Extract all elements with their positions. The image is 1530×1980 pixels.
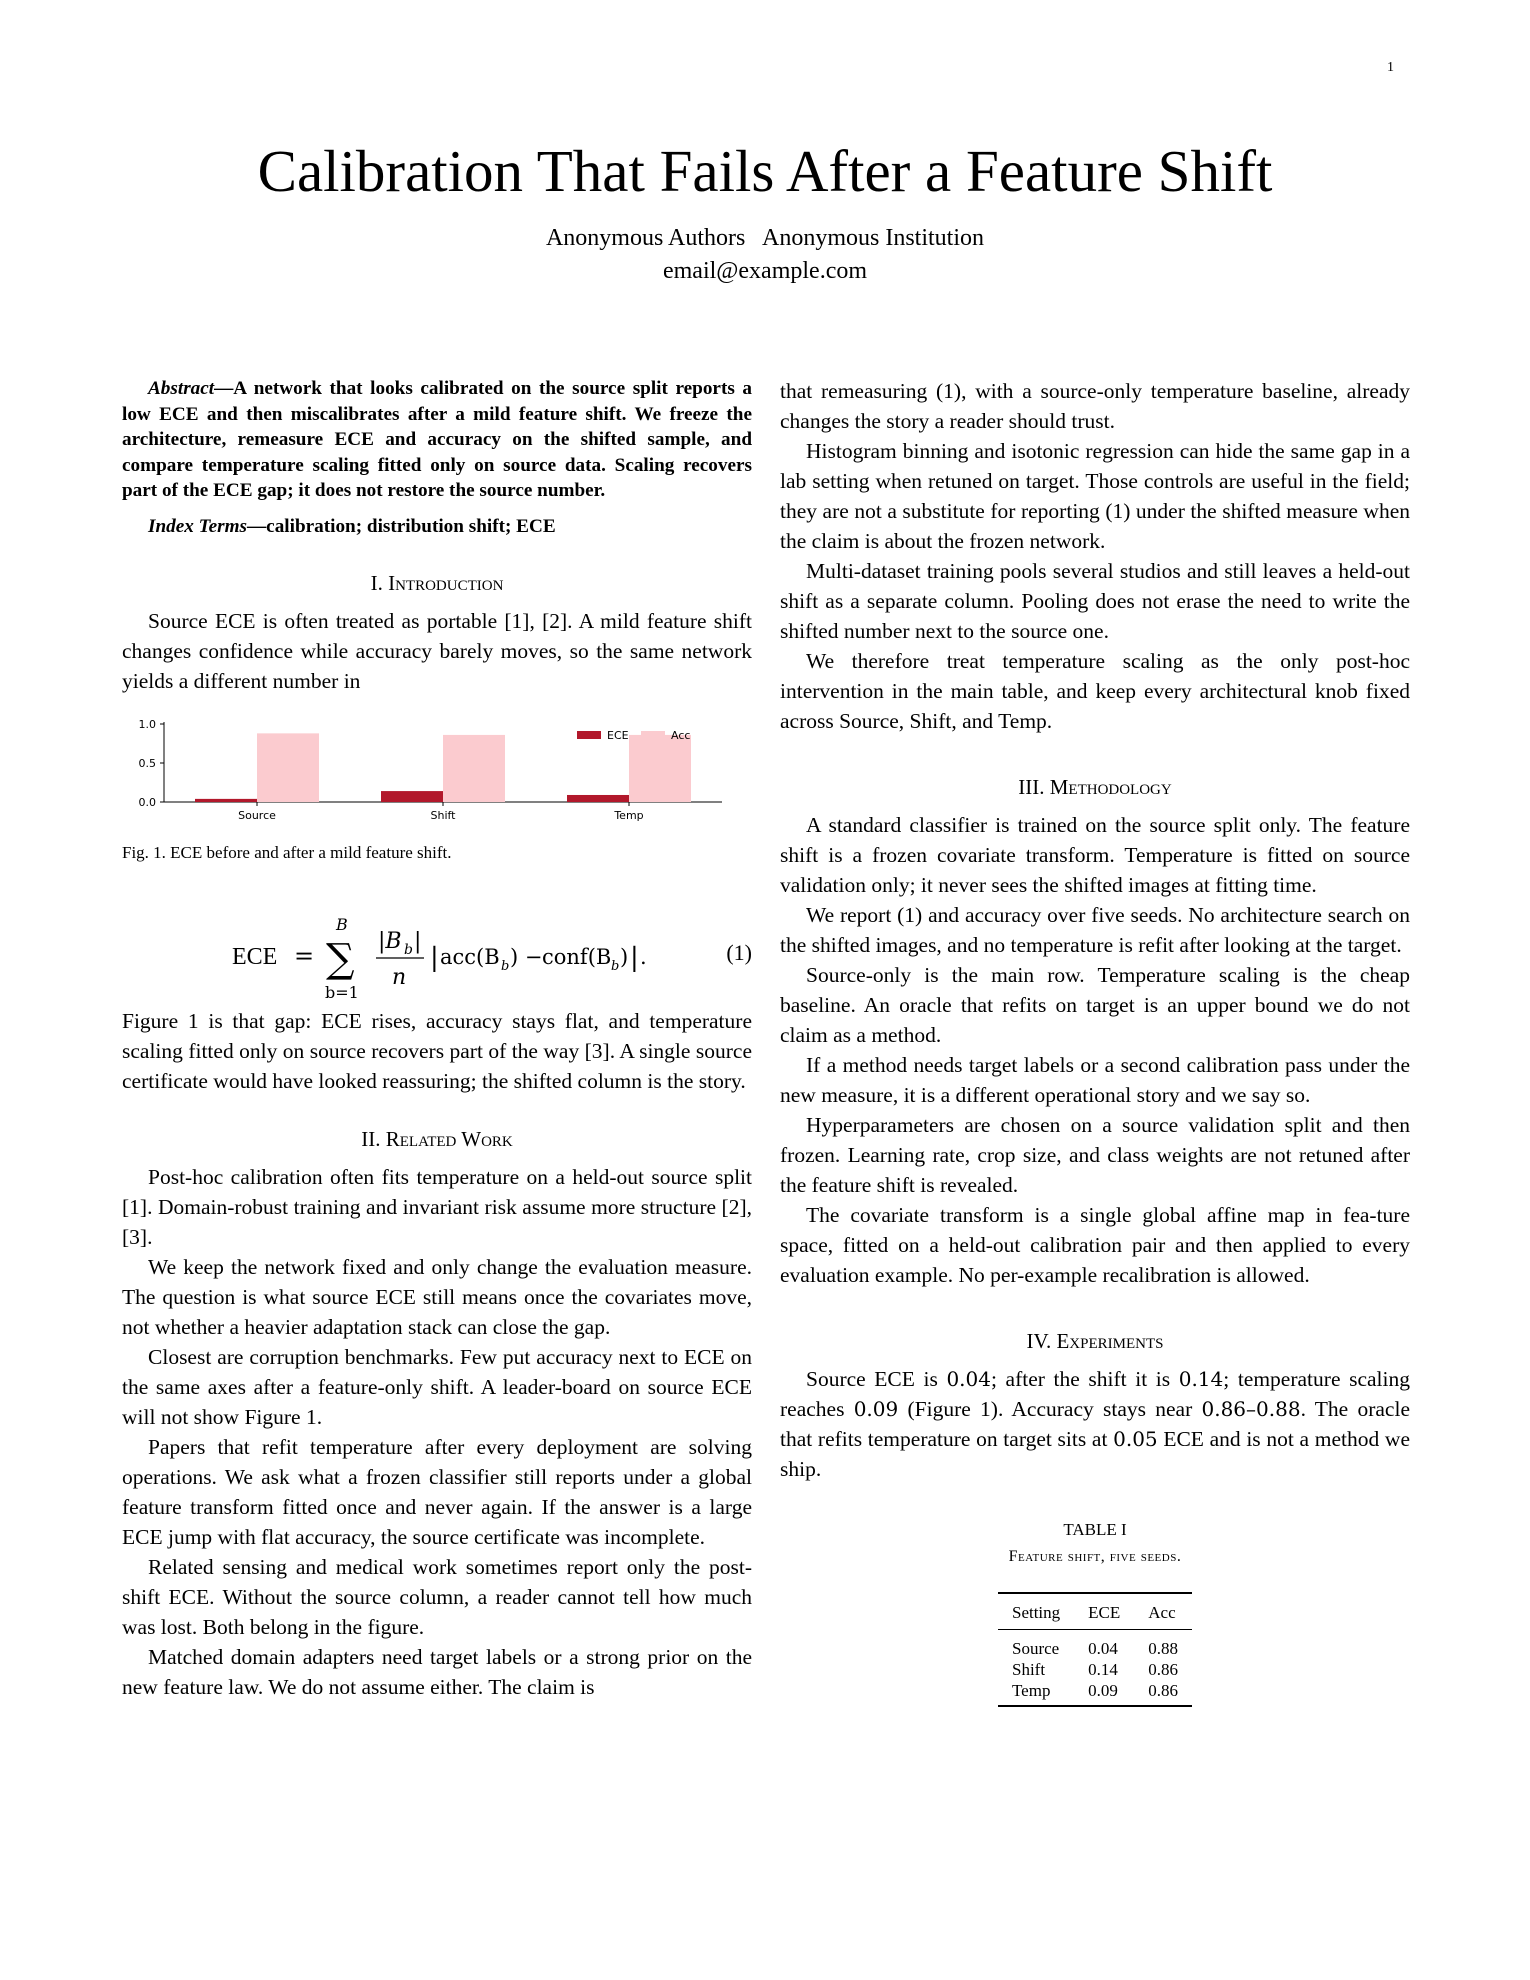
related-paragraph: Related sensing and medical work sometimes report only the post-shift ECE. Without the source column, a reader cannot tell how much was lost. Both belong in the figure. [122, 1554, 752, 1639]
eq-numerator: |B [378, 928, 402, 954]
related-paragraph: Multi-dataset training pools several studios and still leaves a held-out shift as a separate column. Pooling does not erase the need to write the shifted number next to the source one. [780, 559, 1410, 643]
table-header-row [998, 1593, 1192, 1630]
equation-number: (1) [726, 939, 752, 965]
eq-sum-sign: ∑ [326, 935, 355, 982]
figure-1 [122, 716, 752, 864]
exp-value: 0.05 [1113, 1427, 1158, 1451]
eq-abs-left: | [430, 942, 439, 973]
legend-label: ECE [607, 728, 629, 742]
left-column [122, 376, 752, 1702]
table-subtitle: Feature shift, five seeds. [1008, 1548, 1182, 1565]
related-paragraph: We therefore treat temperature scaling as the only post-hoc intervention in the main table, and keep every architectural knob fixed across Source, Shift, and Temp. [780, 649, 1410, 733]
eq-acc: acc(B [440, 944, 500, 969]
paper-title: Calibration That Fails After a Feature Shift [257, 138, 1273, 204]
table-header: ECE [1074, 1593, 1134, 1630]
related-paragraph: Closest are corruption benchmarks. Few put accuracy next to ECE on the same axes after a feature-only shift. A leader-board on source ECE will not show Figure 1. [122, 1344, 752, 1429]
eq-conf-sub: b [611, 958, 620, 974]
exp-value: 0.14 [1178, 1367, 1224, 1391]
x-tick-label: Shift [430, 808, 456, 822]
method-paragraph: Source-only is the main row. Temperature scaling is the cheap baseline. An oracle that refits on target is an upper bound we do not claim as a method. [780, 963, 1410, 1047]
section-number: I. [370, 570, 389, 595]
exp-text: ; after the shift it is [990, 1367, 1179, 1391]
method-paragraph: Hyperparameters are chosen on a source validation split and then frozen. Learning rate, crop size, and class weights are not retuned after the feature shift is revealed. [780, 1113, 1410, 1197]
intro-paragraph-1: Source ECE is often treated as portable [1], [2]. A mild feature shift changes confidence while accuracy barely moves, so the same network yields a different number in [122, 608, 752, 693]
legend-swatch-ece [577, 731, 601, 739]
exp-text: ; temperature scaling reaches [780, 1367, 1410, 1421]
bar-acc [257, 733, 319, 802]
section-title: Introduction [388, 570, 504, 595]
section-title: Experiments [1056, 1329, 1164, 1353]
related-paragraph: Matched domain adapters need target labels or a strong prior on the new feature law. We do not assume either. The claim is [122, 1644, 752, 1699]
legend-swatch-acc [641, 731, 665, 739]
eq-numerator-sub: b [404, 941, 413, 958]
eq-period: . [640, 944, 647, 969]
bar-acc [443, 734, 505, 801]
eq-abs-right: | [630, 942, 639, 973]
table-cell: Temp [998, 1680, 1074, 1706]
author-line: Anonymous Authors Anonymous Institution [545, 225, 985, 251]
y-tick-label: 0.5 [138, 756, 156, 770]
ece-formula [232, 908, 652, 1000]
bar-acc [629, 734, 691, 801]
abstract-text: —A network that looks calibrated on the source split reports a low ECE and then miscalibrates after a mild feature shift. We freeze the architecture, remeasure ECE and accuracy on the shifted sample, and compare temperature scaling fitted only on source data. Scaling recovers part of the ECE gap; it does not restore the source number. [122, 378, 752, 502]
section-title: Methodology [1049, 775, 1172, 799]
results-table [998, 1592, 1192, 1707]
section-heading-related [122, 1124, 752, 1154]
section-number: IV. [1026, 1329, 1057, 1353]
eq-acc-close: ) − [510, 944, 543, 969]
table-row [998, 1630, 1192, 1660]
section-heading-intro [122, 568, 752, 598]
table-cell: 0.09 [1074, 1680, 1134, 1706]
eq-denominator: n [392, 964, 407, 990]
related-paragraph: Histogram binning and isotonic regression can hide the same gap in a lab setting when retuned on target. Those controls are useful in the field; they are not a substitute for reporting (1) under the shifted measure when the claim is about the frozen network. [780, 439, 1410, 553]
related-paragraph: We keep the network fixed and only change the evaluation measure. The question is what source ECE still means once the covariates move, not whether a heavier adaptation stack can close the gap. [122, 1254, 752, 1339]
author-email: email@example.com [662, 258, 868, 284]
figure-caption: Fig. 1. ECE before and after a mild feature shift. [122, 842, 452, 862]
method-paragraph: A standard classifier is trained on the source split only. The feature shift is a frozen covariate transform. Temperature is fitted on source validation only; it never sees the shifted images at fitting time. [780, 813, 1410, 897]
eq-conf-close: ) [620, 944, 629, 969]
eq-numerator-bar: | [414, 928, 422, 954]
eq-equals: = [294, 941, 315, 970]
x-tick-label: Source [238, 808, 276, 822]
table-cell: 0.14 [1088, 1660, 1118, 1679]
eq-sum-upper: B [336, 914, 348, 934]
bar-ece [381, 791, 443, 802]
table-cell: 0.04 [1088, 1639, 1118, 1658]
y-tick-label: 0.0 [138, 795, 156, 809]
legend-label: Acc [671, 728, 691, 742]
section-title: Related Work [385, 1126, 513, 1151]
section-heading-method [780, 772, 1410, 802]
exp-value: 0.04 [946, 1367, 991, 1391]
exp-text: (Figure 1). Accuracy stays near [898, 1397, 1202, 1421]
equation-1 [122, 908, 752, 1000]
page-number: 1 [1387, 60, 1394, 75]
abstract-lead: Abstract [148, 378, 215, 399]
table-cell: 0.86 [1134, 1680, 1192, 1706]
intro-paragraph-2: Figure 1 is that gap: ECE rises, accuracy stays flat, and temperature scaling fitted only on source recovers part of the way [3]. A single source certificate would have looked reassuring; the shifted column is the story. [122, 1008, 752, 1093]
exp-text: ECE and is not a method we ship. [780, 1427, 1410, 1481]
index-terms-text: —calibration; distribution shift; ECE [246, 515, 556, 537]
eq-lhs: ECE [232, 943, 278, 970]
exp-text: Source ECE is [806, 1367, 947, 1391]
table-cell: 0.88 [1148, 1639, 1179, 1658]
method-paragraph: The covariate transform is a single global affine map in fea-ture space, fitted on a held-out calibration pair and then applied to every evaluation example. No per-example recalibration is allowed. [780, 1203, 1410, 1287]
x-tick-label: Temp [614, 808, 644, 822]
right-column [780, 376, 1410, 1707]
related-paragraph: Papers that refit temperature after every deployment are solving operations. We ask what a frozen classifier still reports under a global feature transform fitted once and never again. If the answer is a large ECE jump with flat accuracy, the source certificate was incomplete. [122, 1434, 752, 1549]
table-cell: Source [1011, 1639, 1060, 1658]
y-tick-label: 1.0 [138, 717, 156, 731]
exp-text: . The oracle that refits temperature on target sits at [780, 1397, 1410, 1451]
bar-ece [195, 798, 257, 801]
table-header: Setting [998, 1593, 1074, 1630]
section-number: III. [1018, 775, 1050, 799]
method-paragraph: If a method needs target labels or a second calibration pass under the new measure, it is a different operational story and we say so. [780, 1053, 1410, 1107]
abstract [122, 376, 752, 504]
eq-conf: conf(B [542, 944, 612, 969]
table-cell: Shift [1011, 1660, 1046, 1679]
index-terms-lead: Index Terms [148, 515, 247, 537]
table-title: TABLE I [1063, 1520, 1127, 1539]
table-header: Acc [1134, 1593, 1192, 1630]
method-paragraph: We report (1) and accuracy over five seeds. No architecture search on the shifted images, and no temperature is refit after looking at the target. [780, 903, 1410, 957]
exp-value: 0.86–0.88 [1201, 1397, 1301, 1421]
eq-acc-sub: b [501, 958, 510, 974]
section-number: II. [361, 1126, 386, 1151]
experiments-paragraph [780, 1364, 1410, 1484]
section-heading-experiments [780, 1326, 1410, 1356]
ece-bar-chart [122, 716, 752, 826]
eq-sum-lower: b=1 [325, 982, 359, 1000]
related-paragraph: Post-hoc calibration often fits temperature on a held-out source split [1]. Domain-robust training and invariant risk assume more structure [2], [3]. [122, 1164, 752, 1249]
index-terms [122, 514, 752, 540]
table-row [998, 1680, 1192, 1706]
table-row [998, 1659, 1192, 1680]
bar-ece [567, 795, 629, 802]
table-cell: 0.86 [1148, 1660, 1179, 1679]
related-continuation: that remeasuring (1), with a source-only temperature baseline, already changes the story a reader should trust. [780, 379, 1410, 433]
exp-value: 0.09 [853, 1397, 899, 1421]
